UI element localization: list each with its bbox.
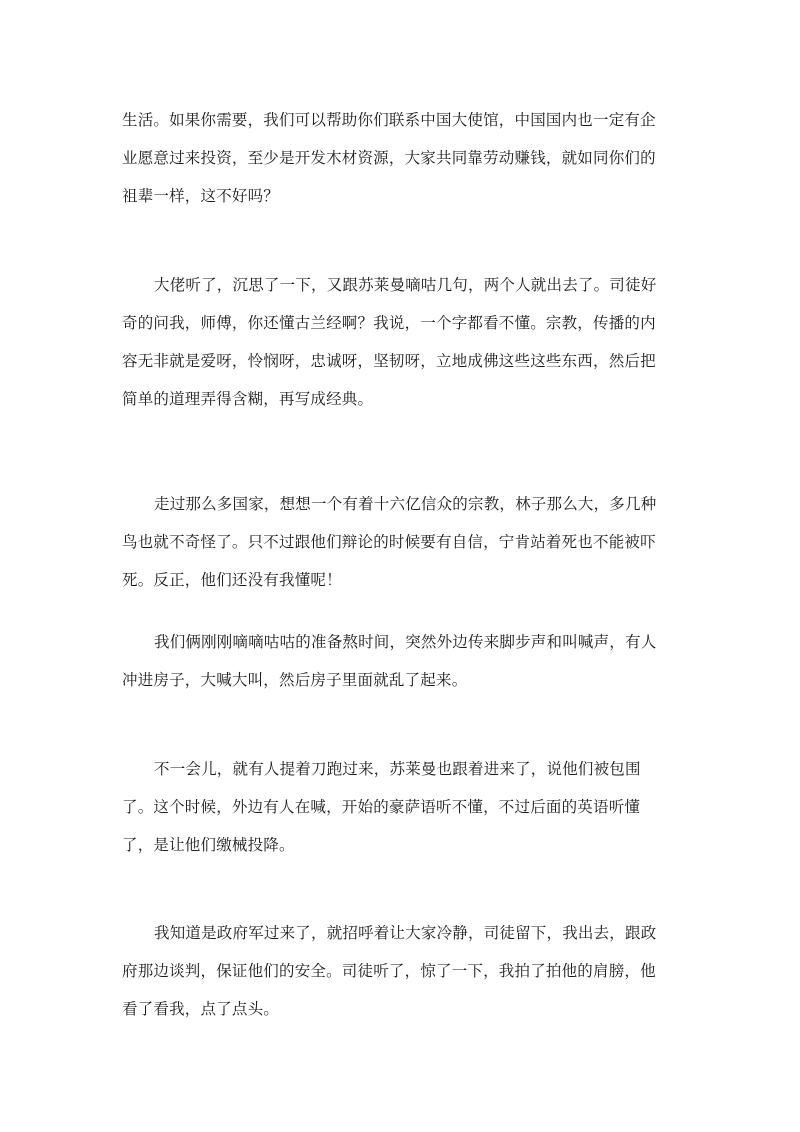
paragraph-line: 鸟也就不奇怪了。只不过跟他们辩论的时候要有自信，宁肯站着死也不能被吓 [122, 533, 656, 551]
paragraph-line: 我们俩刚刚嘀嘀咕咕的准备熬时间，突然外边传来脚步声和叫喊声，有人 [154, 633, 657, 651]
paragraph-6 [122, 914, 678, 1028]
paragraph-line: 走过那么多国家，想想一个有着十六亿信众的宗教，林子那么大，多几种 [154, 495, 657, 513]
paragraph-2 [122, 266, 678, 418]
paragraph-line: 祖辈一样，这不好吗？ [122, 187, 280, 205]
paragraph-line: 不一会儿，就有人提着刀跑过来，苏莱曼也跟着进来了，说他们被包围 [154, 760, 641, 778]
paragraph-line: 了。这个时候，外边有人在喊，开始的豪萨语听不懂，不过后面的英语听懂 [122, 798, 641, 816]
paragraph-line: 府那边谈判，保证他们的安全。司徒听了，惊了一下，我拍了拍他的肩膀，他 [122, 962, 656, 980]
paragraph-4 [122, 623, 678, 699]
paragraph-3 [122, 485, 678, 599]
paragraph-line: 业愿意过来投资，至少是开发木材资源，大家共同靠劳动赚钱，就如同你们的 [122, 149, 656, 167]
paragraph-line: 看了看我，点了点头。 [122, 1000, 280, 1018]
paragraph-line: 我知道是政府军过来了，就招呼着让大家冷静，司徒留下，我出去，跟政 [154, 924, 657, 942]
paragraph-line: 奇的问我，师傅，你还懂古兰经啊？我说，一个字都看不懂。宗教，传播的内 [122, 314, 656, 332]
paragraph-1 [122, 101, 678, 215]
paragraph-5 [122, 750, 678, 864]
paragraph-line: 容无非就是爱呀，怜悯呀，忠诚呀，坚韧呀，立地成佛这些这些东西，然后把 [122, 352, 656, 370]
paragraph-line: 大佬听了，沉思了一下，又跟苏莱曼嘀咕几句，两个人就出去了。司徒好 [154, 276, 657, 294]
paragraph-line: 生活。如果你需要，我们可以帮助你们联系中国大使馆，中国国内也一定有企 [122, 111, 656, 129]
paragraph-line: 死。反正，他们还没有我懂呢！ [122, 571, 342, 589]
paragraph-line: 了，是让他们缴械投降。 [122, 836, 295, 854]
paragraph-line: 简单的道理弄得含糊，再写成经典。 [122, 390, 374, 408]
paragraph-line: 冲进房子，大喊大叫，然后房子里面就乱了起来。 [122, 671, 468, 689]
